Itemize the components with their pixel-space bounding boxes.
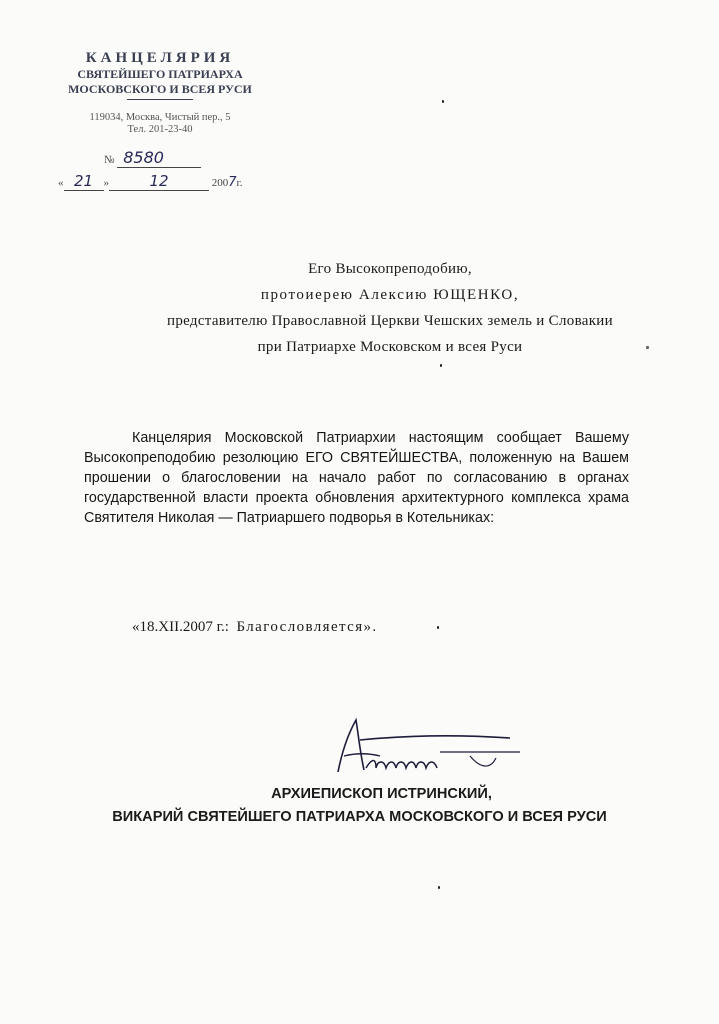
date-day: 21 <box>64 172 104 191</box>
addressee-line-3: представителю Православной Церкви Чешских земель и Словакии <box>167 313 613 329</box>
date-year-suffix: г. <box>236 177 243 189</box>
letterhead-line-2: МОСКОВСКОГО И ВСЕЯ РУСИ <box>68 82 252 96</box>
letterhead-org: КАНЦЕЛЯРИЯ <box>85 50 235 66</box>
date-open: « <box>58 177 64 189</box>
paper-speck <box>440 364 442 367</box>
date-year-digit: 7 <box>228 175 237 190</box>
paper-speck <box>437 626 439 629</box>
registration-number <box>104 148 201 168</box>
letterhead-phone: Тел. 201-23-40 <box>127 124 193 135</box>
letterhead-address: 119034, Москва, Чистый пер., 5 <box>89 112 231 123</box>
addressee-line-1: Его Высокопреподобию, <box>308 261 472 277</box>
paper-speck <box>646 346 649 349</box>
addressee-line-4: при Патриархе Московском и всея Руси <box>257 339 523 355</box>
paper-speck <box>438 886 440 889</box>
date-close: » <box>103 177 109 189</box>
date-month: 12 <box>109 172 209 191</box>
number-value: 8580 <box>117 148 201 168</box>
resolution <box>132 619 378 636</box>
letterhead-rule <box>127 99 193 100</box>
body-paragraph: Канцелярия Московской Патриархии настоящим сообщает Вашему Высокопреподобию резолюцию ЕГО СВЯТЕЙШЕСТВА, положенную на Вашем прошении о благословении на начало работ по согласованию в органах государственной власти проекта обновления архитектурного комплекса храма Святителя Николая — Патриаршего подворья в Котельниках: <box>84 430 629 526</box>
signatory-title-1: АРХИЕПИСКОП ИСТРИНСКИЙ, <box>271 786 492 802</box>
paper-speck <box>442 100 444 103</box>
addressee-block <box>60 256 719 360</box>
letter-date <box>58 172 243 191</box>
resolution-text: Благословляется». <box>236 619 378 635</box>
letterhead-line-1: СВЯТЕЙШЕГО ПАТРИАРХА <box>77 67 243 81</box>
handwritten-signature <box>320 712 520 792</box>
addressee-line-2: протоиерею Алексию ЮЩЕНКО, <box>260 287 520 303</box>
signatory-title-2: ВИКАРИЙ СВЯТЕЙШЕГО ПАТРИАРХА МОСКОВСКОГО И ВСЕЯ РУСИ <box>112 809 607 825</box>
body-text <box>84 428 629 528</box>
date-year-prefix: 200 <box>211 177 229 189</box>
resolution-date: «18.XII.2007 г.: <box>132 619 229 635</box>
letterhead <box>50 50 270 136</box>
number-label: № <box>104 154 115 166</box>
